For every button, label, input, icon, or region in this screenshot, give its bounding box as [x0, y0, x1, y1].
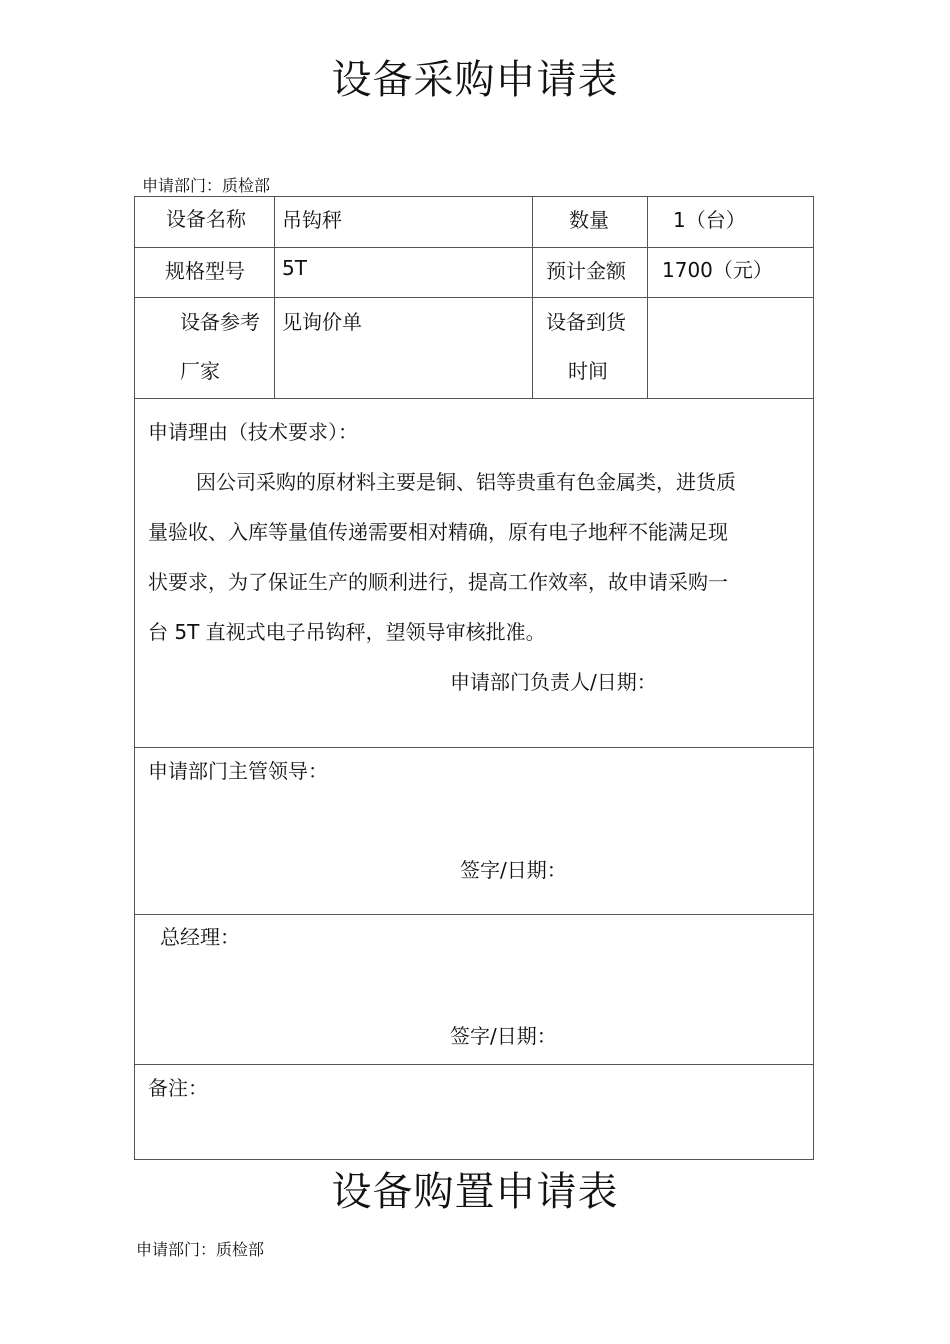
row-divider: [134, 914, 814, 915]
reference-maker-value: 见询价单: [282, 310, 362, 334]
manager-heading: 申请部门主管领导：: [148, 759, 328, 783]
equipment-name-label: 设备名称: [166, 207, 246, 231]
remarks-heading: 备注：: [148, 1076, 208, 1100]
row-divider: [134, 747, 814, 748]
equipment-name-value: 吊钩秤: [282, 208, 342, 232]
arrival-time-label: 设备到货: [546, 310, 626, 334]
row-divider: [134, 398, 814, 399]
gm-heading: 总经理：: [160, 925, 240, 949]
row-divider: [134, 247, 814, 248]
reason-line: 状要求，为了保证生产的顺利进行，提高工作效率，故申请采购一: [148, 570, 728, 594]
quantity-value: 1（台）: [673, 208, 746, 232]
reason-signoff: 申请部门负责人/日期：: [450, 670, 657, 694]
page-title: 设备采购申请表: [331, 57, 619, 103]
estimated-amount-value: 1700（元）: [662, 258, 773, 282]
column-divider: [647, 196, 648, 398]
manager-signoff: 签字/日期：: [460, 858, 567, 882]
spec-model-value: 5T: [282, 256, 307, 280]
reason-heading: 申请理由（技术要求）：: [148, 420, 358, 444]
spec-model-label: 规格型号: [165, 259, 245, 283]
column-divider: [274, 196, 275, 398]
gm-signoff: 签字/日期：: [450, 1024, 557, 1048]
row-divider: [134, 1064, 814, 1065]
row-divider: [134, 297, 814, 298]
estimated-amount-label: 预计金额: [546, 259, 626, 283]
quantity-label: 数量: [569, 208, 609, 232]
reason-line: 因公司采购的原材料主要是铜、铝等贵重有色金属类，进货质: [196, 470, 736, 494]
arrival-time-label-line2: 时间: [568, 359, 608, 383]
column-divider: [532, 196, 533, 398]
reason-line: 量验收、入库等量值传递需要相对精确，原有电子地秤不能满足现: [148, 520, 728, 544]
reference-maker-label: 设备参考: [180, 310, 260, 334]
second-department-line: 申请部门：质检部: [136, 1240, 265, 1259]
reference-maker-label-line2: 厂家: [180, 359, 220, 383]
reason-line: 台 5T 直视式电子吊钩秤，望领导审核批准。: [148, 620, 546, 644]
department-line: 申请部门：质检部: [142, 176, 271, 195]
second-page-title: 设备购置申请表: [331, 1169, 619, 1215]
